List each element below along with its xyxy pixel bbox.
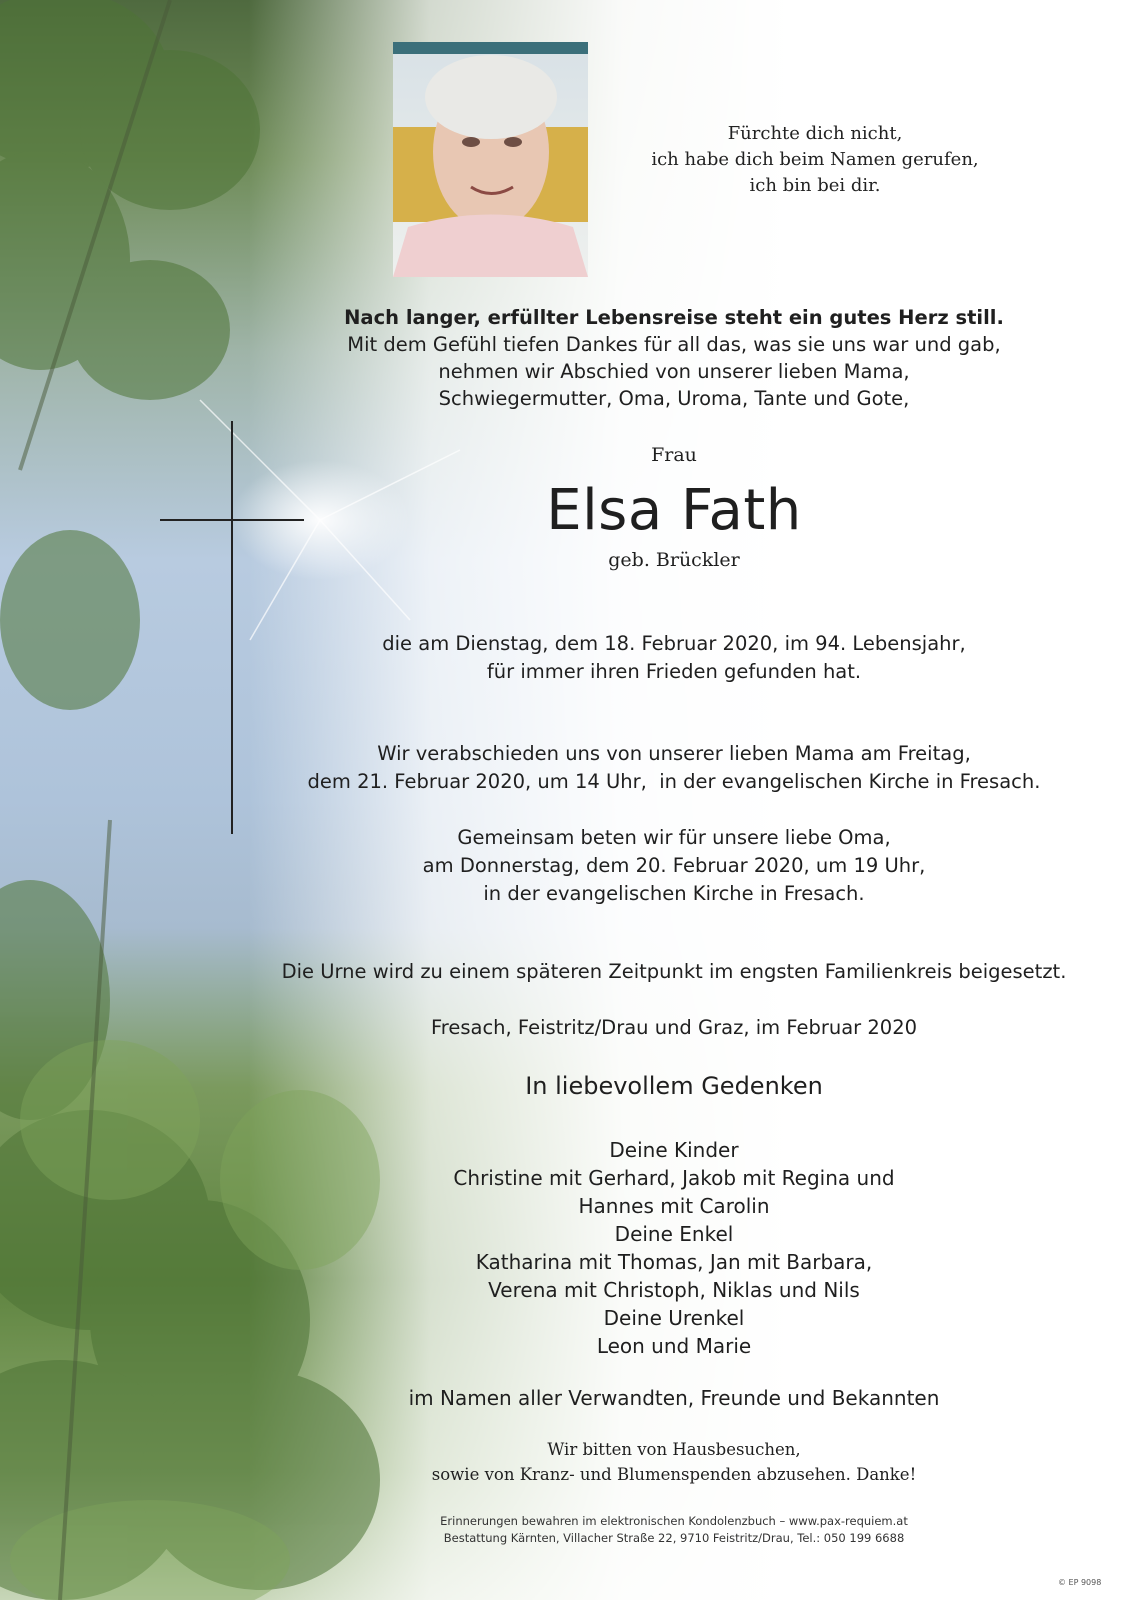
farewell-service [270, 740, 1078, 796]
portrait-photo [393, 42, 588, 277]
prayer-line: am Donnerstag, dem 20. Februar 2020, um 19 Uhr, [422, 854, 926, 877]
footer-info [270, 1513, 1078, 1547]
prayer-line: in der evangelischen Kirche in Fresach. [483, 882, 865, 905]
intro-line: Mit dem Gefühl tiefen Dankes für all das, was sie uns war und gab, [347, 333, 1001, 356]
farewell-line: dem 21. Februar 2020, um 14 Uhr, in der evangelischen Kirche in Fresach. [307, 770, 1041, 793]
prayer-service [270, 824, 1078, 908]
bible-quote [640, 121, 990, 199]
quote-line: Fürchte dich nicht, [727, 123, 903, 144]
farewell-line: Wir verabschieden uns von unserer lieben Mama am Freitag, [377, 742, 971, 765]
death-line: für immer ihren Frieden gefunden hat. [486, 660, 862, 683]
family-line: Christine mit Gerhard, Jakob mit Regina und [453, 1166, 895, 1190]
family-list [270, 1136, 1078, 1360]
footer-line: Bestattung Kärnten, Villacher Straße 22, 9710 Feistritz/Drau, Tel.: 050 199 6688 [443, 1531, 905, 1545]
family-line: Hannes mit Carolin [578, 1194, 770, 1218]
family-line: Deine Urenkel [603, 1306, 745, 1330]
death-line: die am Dienstag, dem 18. Februar 2020, im 94. Lebensjahr, [382, 632, 966, 655]
deceased-name: Elsa Fath [546, 478, 802, 543]
quote-line: ich habe dich beim Namen gerufen, [651, 149, 979, 170]
ep-code: © EP 9098 [1058, 1578, 1102, 1587]
memory-heading: In liebevollem Gedenken [525, 1072, 823, 1100]
birth-name: geb. Brückler [608, 549, 740, 571]
intro-text [270, 304, 1078, 412]
prayer-line: Gemeinsam beten wir für unsere liebe Oma, [457, 826, 891, 849]
family-line: Deine Enkel [614, 1222, 734, 1246]
family-line: Deine Kinder [609, 1138, 739, 1162]
cross-icon [231, 421, 233, 834]
on-behalf-line: im Namen aller Verwandten, Freunde und Bekannten [408, 1386, 940, 1410]
quote-line: ich bin bei dir. [749, 175, 881, 196]
family-line: Leon und Marie [596, 1334, 752, 1358]
footer-line: Erinnerungen bewahren im elektronischen Kondolenzbuch – www.pax-requiem.at [440, 1514, 908, 1528]
urn-notice: Die Urne wird zu einem späteren Zeitpunkt im engsten Familienkreis beigesetzt. [281, 960, 1067, 983]
place-date: Fresach, Feistritz/Drau und Graz, im Februar 2020 [430, 1016, 918, 1039]
intro-line: Schwiegermutter, Oma, Uroma, Tante und Gote, [438, 387, 910, 410]
visit-line: sowie von Kranz- und Blumenspenden abzusehen. Danke! [431, 1465, 917, 1484]
salutation: Frau [651, 444, 697, 466]
visit-line: Wir bitten von Hausbesuchen, [547, 1440, 801, 1459]
family-line: Verena mit Christoph, Niklas und Nils [488, 1278, 860, 1302]
family-line: Katharina mit Thomas, Jan mit Barbara, [475, 1250, 873, 1274]
intro-lead: Nach langer, erfüllter Lebensreise steht ein gutes Herz still. [344, 306, 1004, 329]
intro-line: nehmen wir Abschied von unserer lieben Mama, [438, 360, 910, 383]
visit-request [270, 1437, 1078, 1487]
death-notice [270, 630, 1078, 686]
